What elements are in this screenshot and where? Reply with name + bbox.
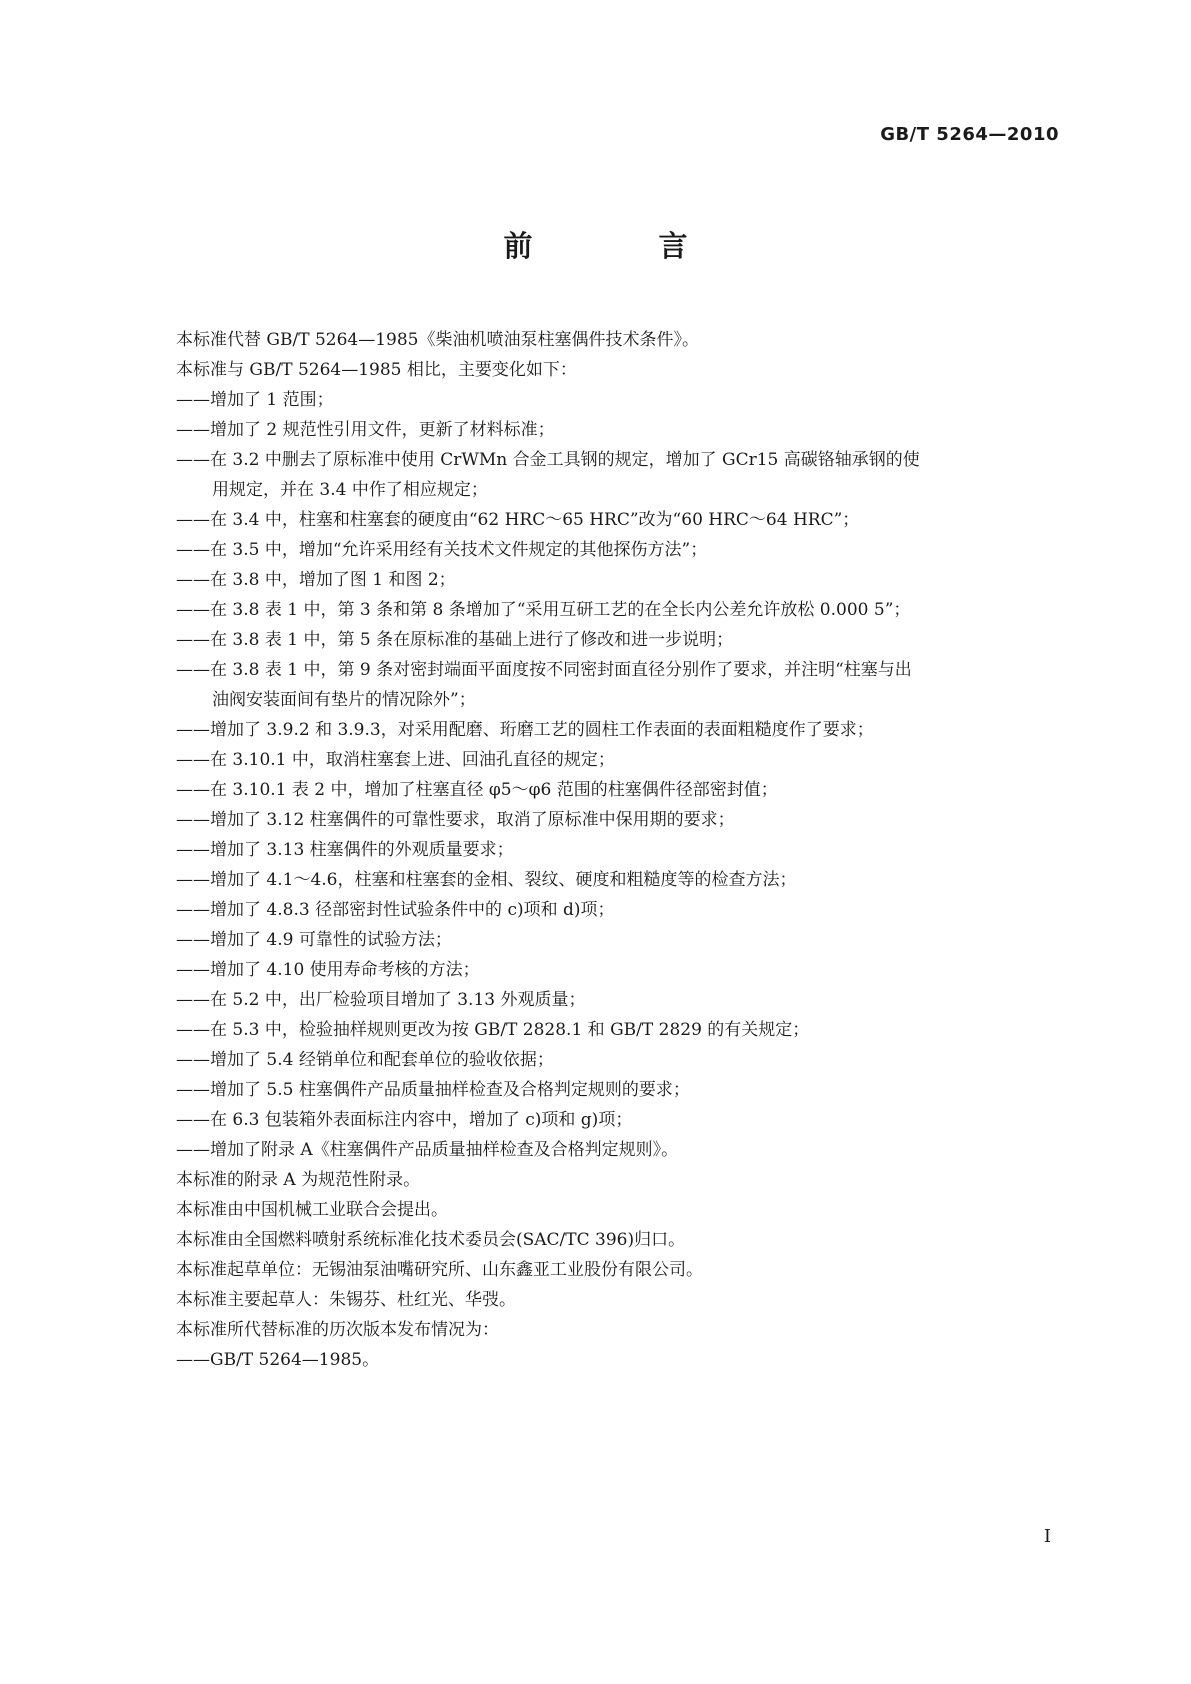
foreword-body (176, 325, 1066, 1375)
text-line: 本标准由全国燃料喷射系统标准化技术委员会(SAC/TC 396)归口。 (176, 1230, 686, 1250)
text-line-continuation: 油阀安装面间有垫片的情况除外”； (212, 690, 476, 710)
text-line: ——在 5.2 中，出厂检验项目增加了 3.13 外观质量； (176, 990, 586, 1010)
text-line: ——在 3.8 表 1 中，第 5 条在原标准的基础上进行了修改和进一步说明； (176, 630, 734, 650)
text-line: ——在 5.3 中，检验抽样规则更改为按 GB/T 2828.1 和 GB/T 2829 的有关规定； (176, 1020, 810, 1040)
text-line: ——在 3.4 中，柱塞和柱塞套的硬度由“62 HRC～65 HRC”改为“60 HRC～64 HRC”； (176, 510, 860, 530)
text-line: ——在 3.10.1 中，取消柱塞套上进、回油孔直径的规定； (176, 750, 615, 770)
text-line: ——增加了 4.8.3 径部密封性试验条件中的 c)项和 d)项； (176, 900, 615, 920)
text-line: 本标准主要起草人：朱锡芬、杜红光、华弢。 (176, 1290, 516, 1310)
text-line: 本标准与 GB/T 5264—1985 相比，主要变化如下： (176, 360, 577, 380)
text-line: ——增加了 3.9.2 和 3.9.3，对采用配磨、珩磨工艺的圆柱工作表面的表面粗糙度作了要求； (176, 720, 874, 740)
text-line: ——增加了 5.4 经销单位和配套单位的验收依据； (176, 1050, 554, 1070)
text-line: 本标准由中国机械工业联合会提出。 (176, 1200, 448, 1220)
text-line: 本标准的附录 A 为规范性附录。 (176, 1170, 421, 1190)
text-line: ——增加了 5.5 柱塞偶件产品质量抽样检查及合格判定规则的要求； (176, 1080, 690, 1100)
standard-code: GB/T 5264—2010 (880, 124, 1059, 145)
text-line: ——增加了 4.1～4.6，柱塞和柱塞套的金相、裂纹、硬度和粗糙度等的检查方法； (176, 870, 797, 890)
text-line: 本标准起草单位：无锡油泵油嘴研究所、山东鑫亚工业股份有限公司。 (176, 1260, 703, 1280)
text-line: ——在 3.8 表 1 中，第 9 条对密封端面平面度按不同密封面直径分别作了要求，并注明“柱塞与出 (176, 660, 912, 680)
text-line: 本标准所代替标准的历次版本发布情况为： (176, 1320, 499, 1340)
page-number: I (1043, 1526, 1051, 1547)
text-line: ——增加了附录 A《柱塞偶件产品质量抽样检查及合格判定规则》。 (176, 1140, 679, 1160)
text-line: 本标准代替 GB/T 5264—1985《柴油机喷油泵柱塞偶件技术条件》。 (176, 330, 699, 350)
text-line-continuation: 用规定，并在 3.4 中作了相应规定； (212, 480, 488, 500)
text-line: ——GB/T 5264—1985。 (176, 1350, 380, 1370)
text-line: ——增加了 4.9 可靠性的试验方法； (176, 930, 452, 950)
text-line: ——在 3.5 中，增加“允许采用经有关技术文件规定的其他探伤方法”； (176, 540, 708, 560)
text-line: ——在 3.2 中删去了原标准中使用 CrWMn 合金工具钢的规定，增加了 GCr15 高碳铬轴承钢的使 (176, 450, 920, 470)
page-title: 前 言 (503, 229, 746, 263)
text-line: ——增加了 3.13 柱塞偶件的外观质量要求； (176, 840, 514, 860)
text-line: ——在 3.8 中，增加了图 1 和图 2； (176, 570, 456, 590)
text-line: ——在 3.8 表 1 中，第 3 条和第 8 条增加了“采用互研工艺的在全长内公差允许放松 0.000 5”； (176, 600, 911, 620)
text-line: ——增加了 1 范围； (176, 390, 334, 410)
text-line: ——增加了 3.12 柱塞偶件的可靠性要求，取消了原标准中保用期的要求； (176, 810, 735, 830)
text-line: ——增加了 4.10 使用寿命考核的方法； (176, 960, 480, 980)
text-line: ——在 6.3 包装箱外表面标注内容中，增加了 c)项和 g)项； (176, 1110, 633, 1130)
text-line: ——增加了 2 规范性引用文件，更新了材料标准； (176, 420, 555, 440)
text-line: ——在 3.10.1 表 2 中，增加了柱塞直径 φ5～φ6 范围的柱塞偶件径部密封值； (176, 780, 778, 800)
